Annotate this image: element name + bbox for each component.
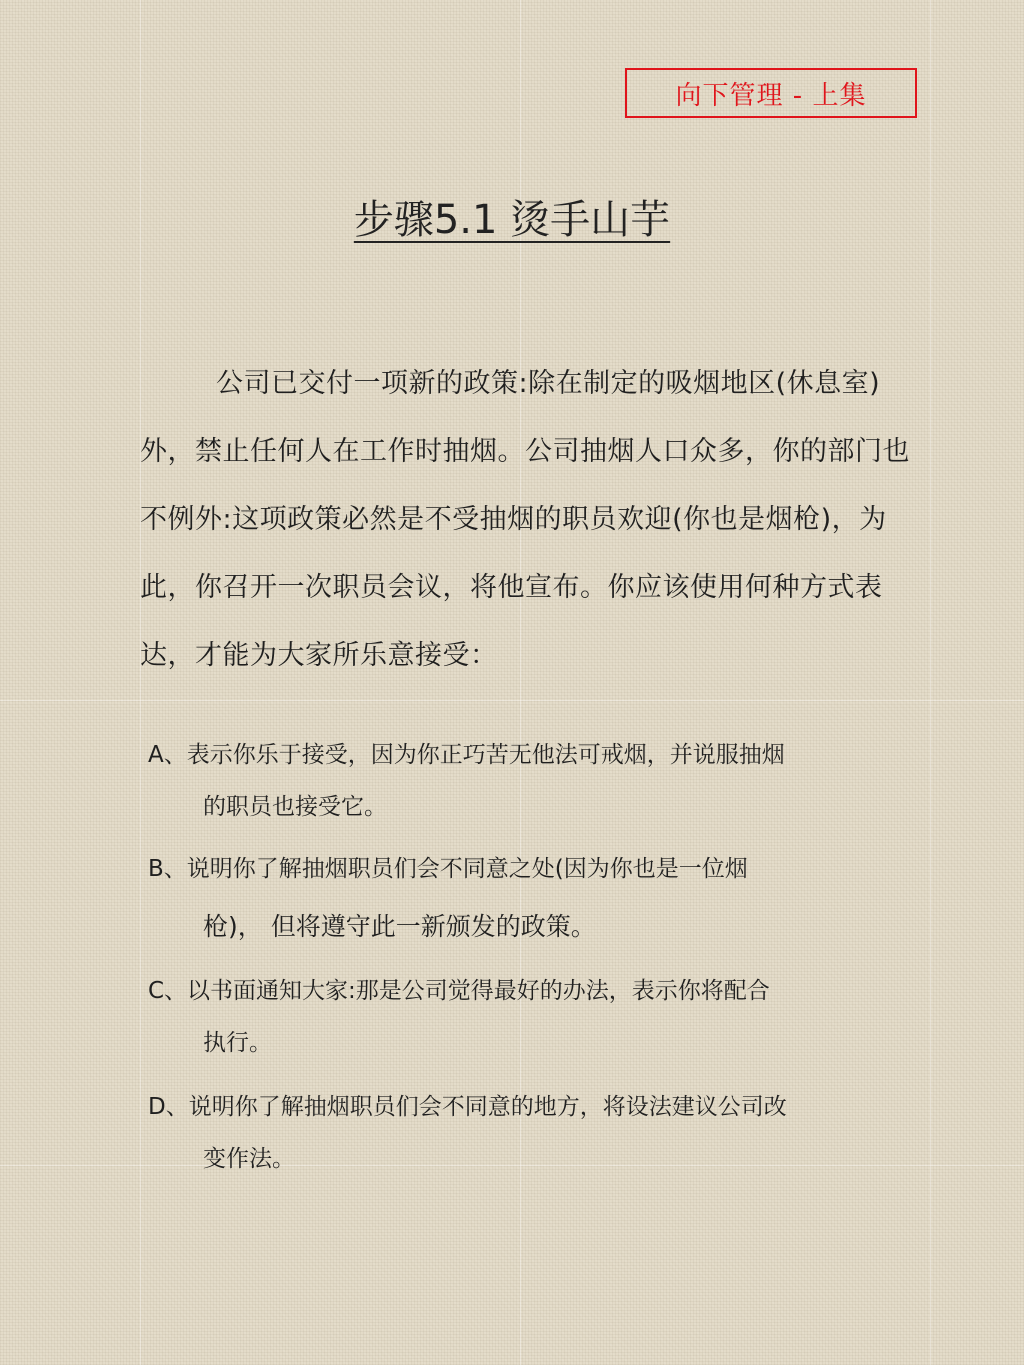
intro-paragraph: 公司已交付一项新的政策:除在制定的吸烟地区(休息室)外，禁止任何人在工作时抽烟。公司抽烟人口众多，你的部门也不例外:这项政策必然是不受抽烟的职员欢迎(你也是烟枪)，为此，你召开一次职员会议，将他宣布。你应该使用何种方式表达，才能为大家所乐意接受： [140,368,910,671]
option-a [148,730,785,834]
page-title [0,188,1024,245]
grid-line [0,700,1024,701]
option-c-line1: C、以书面通知大家:那是公司觉得最好的办法，表示你将配合 [148,978,770,1004]
option-d-line1: D、说明你了解抽烟职员们会不同意的地方，将设法建议公司改 [148,1094,787,1120]
page-title-text: 步骤5.1 烫手山芋 [353,197,671,243]
section-tag-text: 向下管理 - 上集 [675,80,867,111]
option-b-line1: B、说明你了解抽烟职员们会不同意之处(因为你也是一位烟 [148,856,748,882]
option-b-line2: 枪)， 但将遵守此一新颁发的政策。 [203,912,596,941]
section-tag [625,68,917,118]
option-d-line2: 变作法。 [203,1146,295,1172]
option-a-line2: 的职员也接受它。 [203,794,387,820]
option-c [148,966,770,1070]
option-b [148,844,748,960]
option-c-line2: 执行。 [203,1030,272,1056]
option-a-line1: A、表示你乐于接受，因为你正巧苦无他法可戒烟，并说服抽烟 [148,742,785,768]
option-d [148,1082,787,1186]
